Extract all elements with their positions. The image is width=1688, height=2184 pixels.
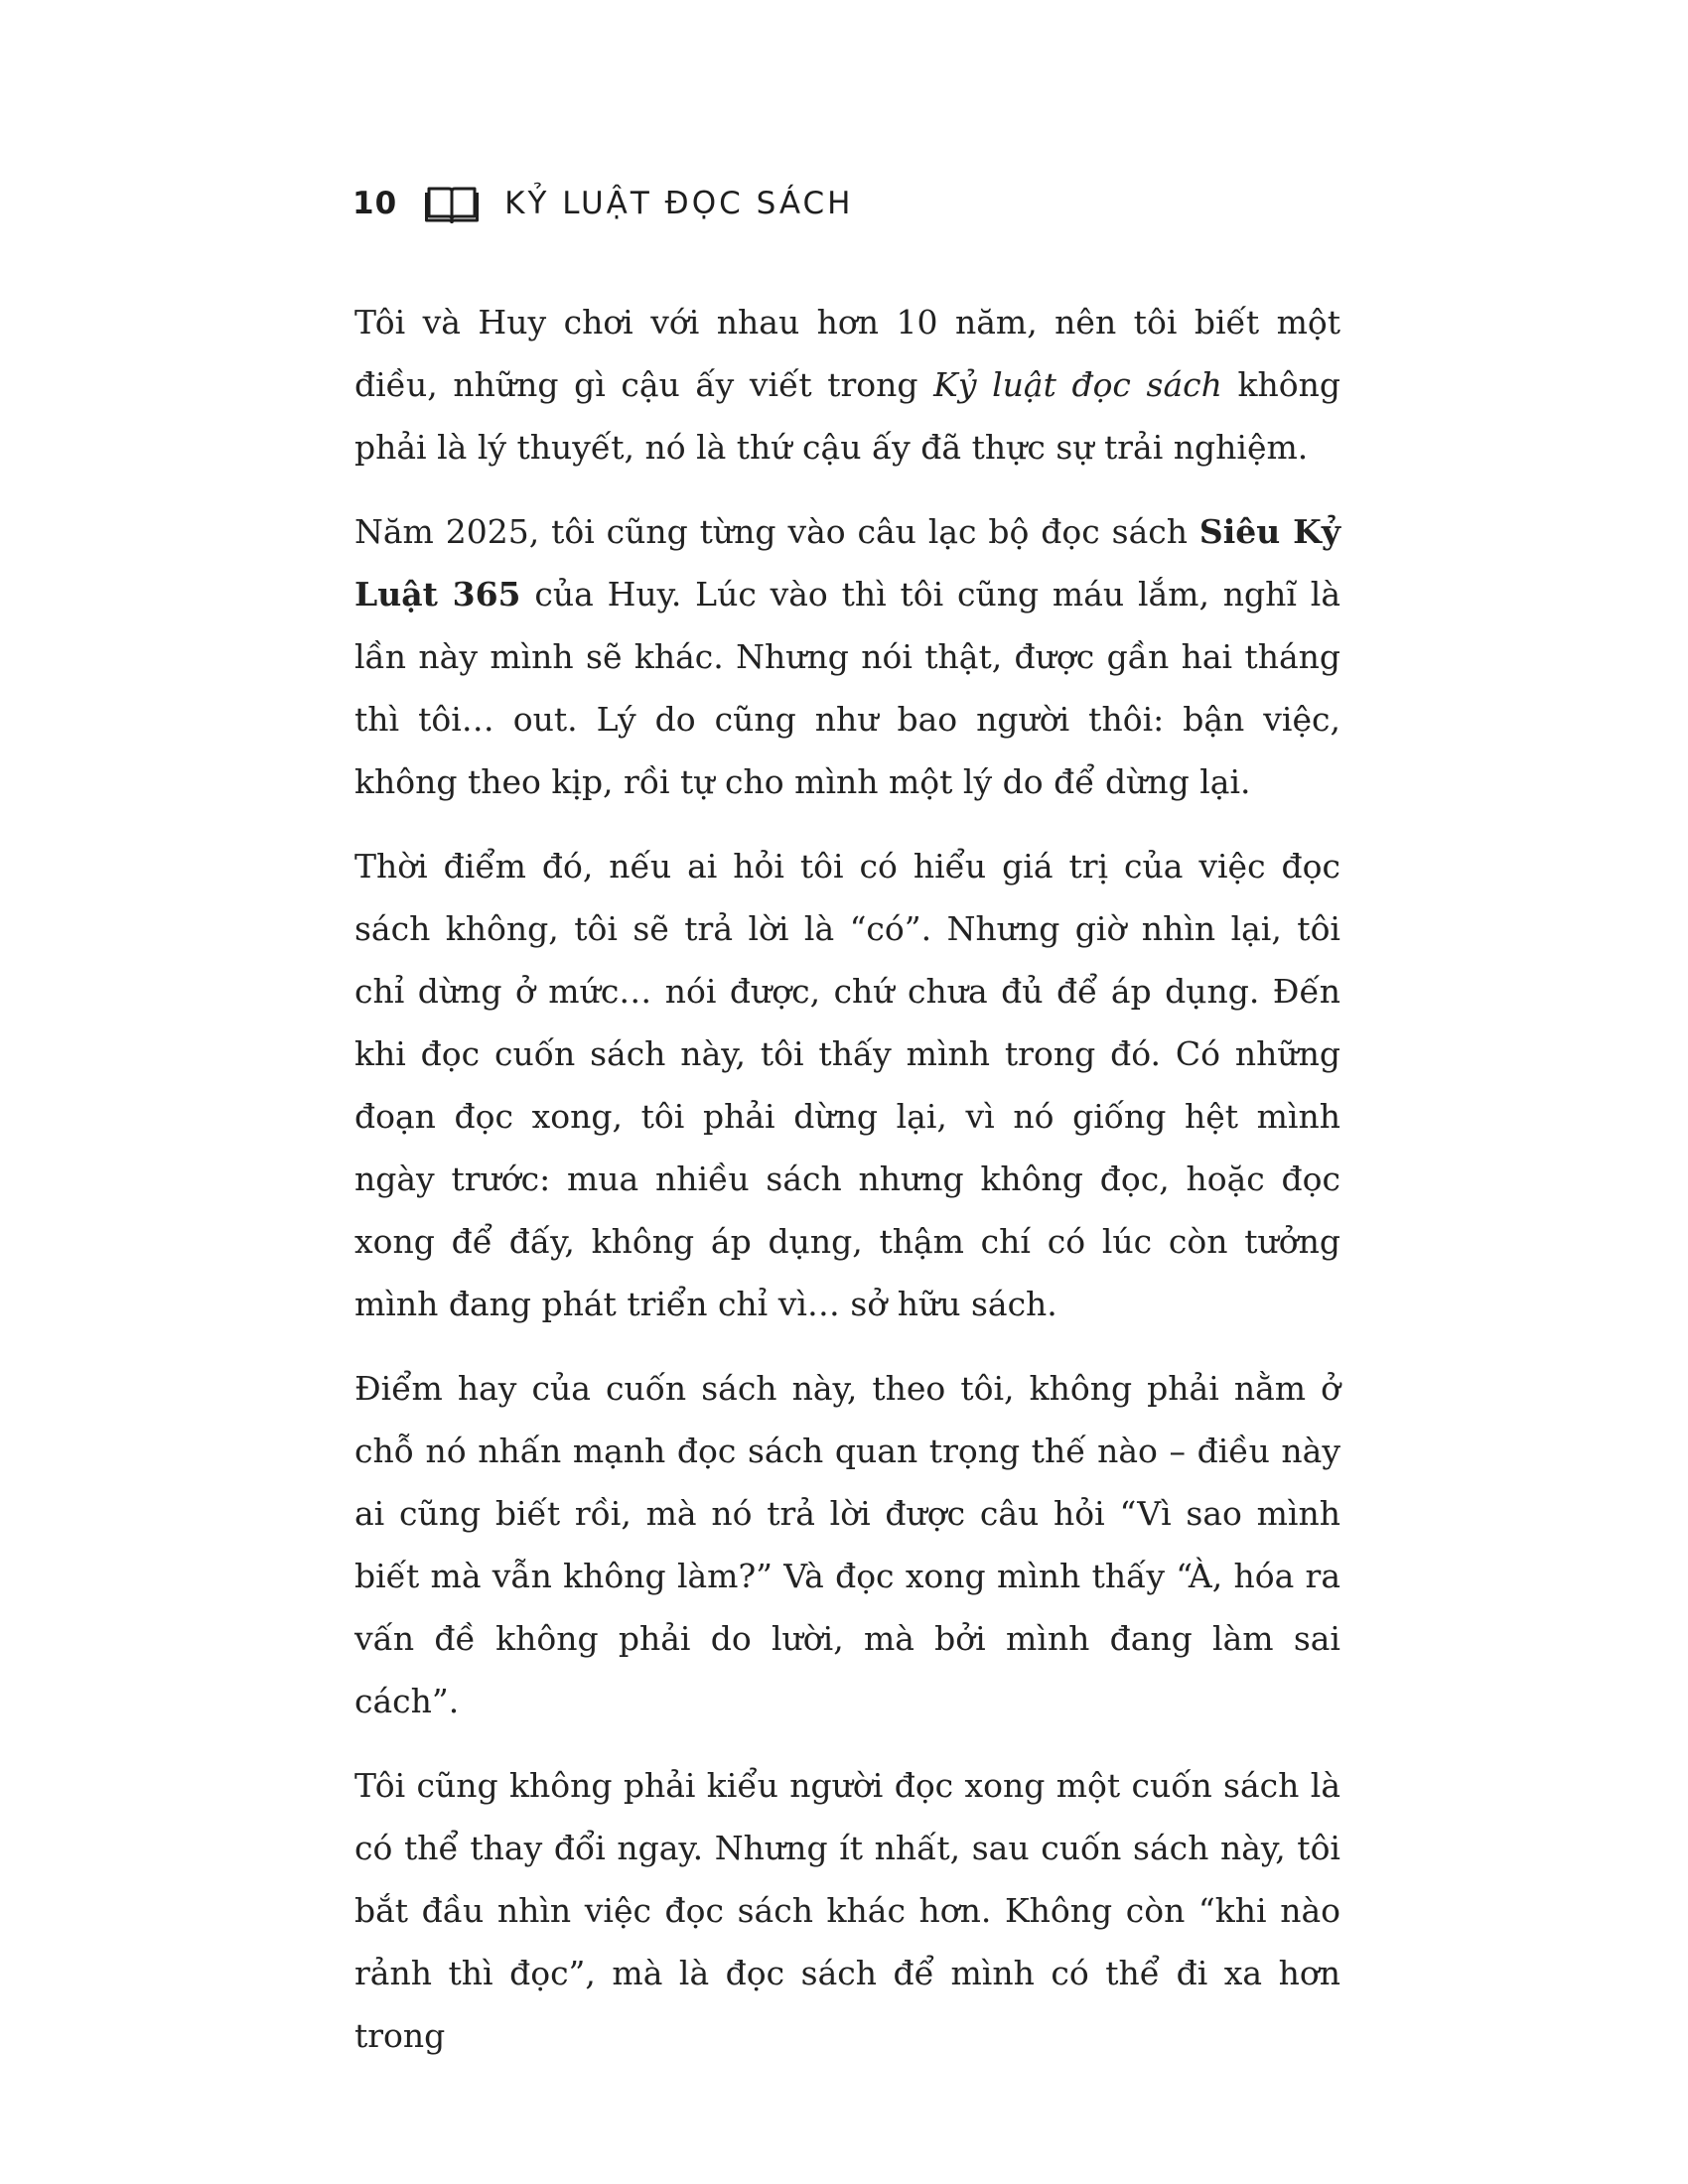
paragraph-text: Tôi và Huy chơi với nhau hơn 10 năm, nên tôi biết một điều, những gì cậu ấy viết trong	[354, 303, 1340, 404]
body-text	[354, 291, 1340, 2089]
paragraph-text: Điểm hay của cuốn sách này, theo tôi, không phải nằm ở chỗ nó nhấn mạnh đọc sách quan trọng thế nào – điều này ai cũng biết rồi, mà nó trả lời được câu hỏi “Vì sao mình biết mà vẫn không làm?” Và đọc xong mình thấy “À, hóa ra vấn đề không phải do lười, mà bởi mình đang làm sai cách”.	[354, 1369, 1340, 1720]
club-name-bold: Siêu Kỷ Luật 365	[354, 512, 1340, 614]
paragraph-text: của Huy. Lúc vào thì tôi cũng máu lắm, nghĩ là lần này mình sẽ khác. Nhưng nói thật, được gần hai tháng thì tôi… out. Lý do cũng như bao người thôi: bận việc, không theo kịp, rồi tự cho mình một lý do để dừng lại.	[354, 575, 1340, 801]
page-number: 10	[352, 186, 398, 221]
paragraph	[354, 1754, 1340, 2067]
paragraph-text: không phải là lý thuyết, nó là thứ cậu ấy đã thực sự trải nghiệm.	[354, 365, 1340, 467]
running-header	[352, 179, 853, 228]
paragraph-text: Tôi cũng không phải kiểu người đọc xong một cuốn sách là có thể thay đổi ngay. Nhưng ít nhất, sau cuốn sách này, tôi bắt đầu nhìn việc đọc sách khác hơn. Không còn “khi nào rảnh thì đọc”, mà là đọc sách để mình có thể đi xa hơn trong	[354, 1766, 1340, 2055]
paragraph	[354, 291, 1340, 478]
book-title-italic: Kỷ luật đọc sách	[933, 365, 1222, 404]
running-title: KỶ LUẬT ĐỌC SÁCH	[504, 186, 854, 221]
paragraph-text: Thời điểm đó, nếu ai hỏi tôi có hiểu giá trị của việc đọc sách không, tôi sẽ trả lời là “có”. Nhưng giờ nhìn lại, tôi chỉ dừng ở mức… nói được, chứ chưa đủ để áp dụng. Đến khi đọc cuốn sách này, tôi thấy mình trong đó. Có những đoạn đọc xong, tôi phải dừng lại, vì nó giống hệt mình ngày trước: mua nhiều sách nhưng không đọc, hoặc đọc xong để đấy, không áp dụng, thậm chí có lúc còn tưởng mình đang phát triển chỉ vì… sở hữu sách.	[354, 847, 1340, 1323]
paragraph	[354, 835, 1340, 1335]
paragraph	[354, 500, 1340, 813]
paragraph	[354, 1357, 1340, 1732]
open-book-icon	[425, 184, 479, 223]
paragraph-text: Năm 2025, tôi cũng từng vào câu lạc bộ đọc sách	[354, 512, 1199, 551]
